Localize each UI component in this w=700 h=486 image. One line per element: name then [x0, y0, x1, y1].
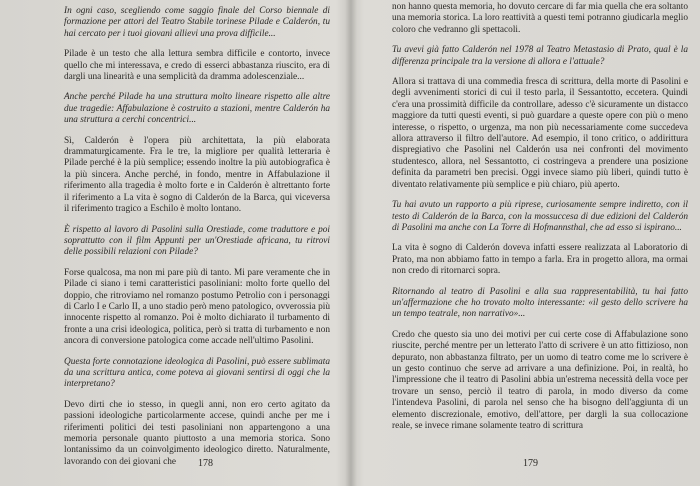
interview-question: Ritornando al teatro di Pasolini e alla sua rappresentabilità, tu hai fatto un'affermazione che ho trovato molto interessante: «il gesto dello scrivere ha un tempo teatrale, non narrativo»... [392, 286, 688, 320]
interview-question: Tu hai avuto un rapporto a più riprese, curiosamente sempre indiretto, con il testo di Calderón de la Barca, con la mossuccesa di due edizioni del Calderón di Pasolini ma anche con La Torre di Hofmannsthal, che ad esso si ispirano... [392, 200, 688, 233]
interview-question: Tu avevi già fatto Calderón nel 1978 al Teatro Metastasio di Prato, qual è la differenza principale tra la versione di allora e l'attuale? [392, 45, 688, 67]
interview-question: È rispetto al lavoro di Pasolini sulla Orestiade, come traduttore e poi soprattutto con il film Appunti per un'Orestiade africana, tu ritrovi delle possibili relazioni con Pilade? [64, 224, 330, 258]
interview-question: Anche perché Pilade ha una struttura molto lineare rispetto alle altre due tragedie: Affabulazione è costruito a stazioni, mentre Calderón ha una struttura a cerchi concentrici... [64, 92, 330, 126]
interview-answer: Allora si trattava di una commedia fresca di scrittura, della morte di Pasolini e degli avvenimenti storici di cui il testo parla, il Sessantotto, eccetera. Quindi c'era una prossimità difficile da controllare, adesso c'è sicuramente un distacco maggiore da tutti questi eventi, si può guardare a queste opere con più o meno interesse, o rispetto, o urgenza, ma non più necessariamente come succedeva allora attraverso il filtro dell'autore. Ad esempio, il tono critico, o addirittura dispregiativo che Pasolini nel Calderón usa nei confronti del movimento studentesco, allora, nel Sessantotto, ci costringeva a prendere una posizione definita da parametri ben precisi. Oggi invece siamo più liberi, quindi tutto è diventato relativamente più semplice e più chiaro, più aperto. [392, 77, 688, 190]
interview-answer: Devo dirti che io stesso, in quegli anni, non ero certo agitato da passioni ideologiche particolarmente accese, quindi anche per me i riferimenti politici dei testi pasoliniani non appartengono a una memoria personale quanto piuttosto a una memoria storica. Sono lontanissimo da un coinvolgimento ideologico diretto. Naturalmente, lavorando con dei giovani che [64, 399, 330, 467]
left-page-number: 178 [198, 457, 213, 469]
interview-answer: Credo che questo sia uno dei motivi per cui certe cose di Affabulazione sono riuscite, perché mentre per un letterato l'atto di scrivere è un atto fittizioso, non depurato, non abbastanza filtrato, per un uomo di teatro come me lo scrivere è un gesto continuo che serve ad arrivare a una definizione. Poi, in realtà, ho l'impressione che il teatro di Pasolini abbia un'estrema necessità della voce per trovare un senso, perciò il teatro di parola, in modo diverso da come l'intendeva Pasolini, di parola nel senso che ha bisogno dell'aggiunta di un elemento discrezionale, emotivo, dell'attore, per dargli la sua collocazione reale, se invece rimane solamente teatro di scrittura [392, 329, 688, 431]
interview-answer: Forse qualcosa, ma non mi pare più di tanto. Mi pare veramente che in Pilade ci siano i temi caratteristici pasoliniani: molto forte quello del doppio, che ritroviamo nel romanzo postumo Petrolio con i personaggi di Carlo I e Carlo II, a uno stadio però meno patologico, ovverossia più innocente rispetto al romanzo. Poi è molto dichiarato il turbamento di fronte a una crisi ideologica, politica, però si tratta di turbamento e non ancora di conversione patologica come accade nell'ultimo Pasolini. [64, 267, 330, 347]
left-page-text [64, 6, 330, 468]
interview-answer: Sì, Calderón è l'opera più architettata, la più elaborata drammaturgicamente. Fra le tre, la migliore per qualità letteraria è Pilade perché è la più semplice; essendo inoltre la più autobiografica è la più sincera. Anche perché, in fondo, mentre in Affabulazione il riferimento alla tragedia è molto forte e in Calderón è altrettanto forte il riferimento a La vita è sogno di Calderón de la Barca, qui viceversa il riferimento tragico a Eschilo è molto lontano. [64, 135, 330, 215]
right-page-number: 179 [523, 457, 538, 469]
right-page-text [392, 2, 688, 432]
interview-answer: non hanno questa memoria, ho dovuto cercare di far mia quella che era soltanto una memoria storica. La loro reattività a questi temi potranno giudicarla meglio coloro che vedranno gli spettacoli. [392, 2, 688, 35]
right-page [352, 0, 700, 486]
interview-question: Questa forte connotazione ideologica di Pasolini, può essere sublimata da una scrittura antica, come poteva ai giovani sentirsi di oggi che la interpretano? [64, 356, 330, 390]
interview-answer: Pilade è un testo che alla lettura sembra difficile e contorto, invece quello che mi interessava, e credo di esserci abbastanza riuscito, era di dargli una linearità e una semplicità da dramma adolescenziale... [64, 49, 330, 83]
interview-answer: La vita è sogno di Calderón doveva infatti essere realizzata al Laboratorio di Prato, ma non abbiamo fatto in tempo a farla. Era in progetto allora, ma ormai non credo di ritornarci sopra. [392, 243, 688, 277]
interview-question: In ogni caso, scegliendo come saggio finale del Corso biennale di formazione per attori del Teatro Stabile torinese Pilade e Calderón, tu hai cercato per i tuoi giovani allievi una prova difficile... [64, 6, 330, 39]
